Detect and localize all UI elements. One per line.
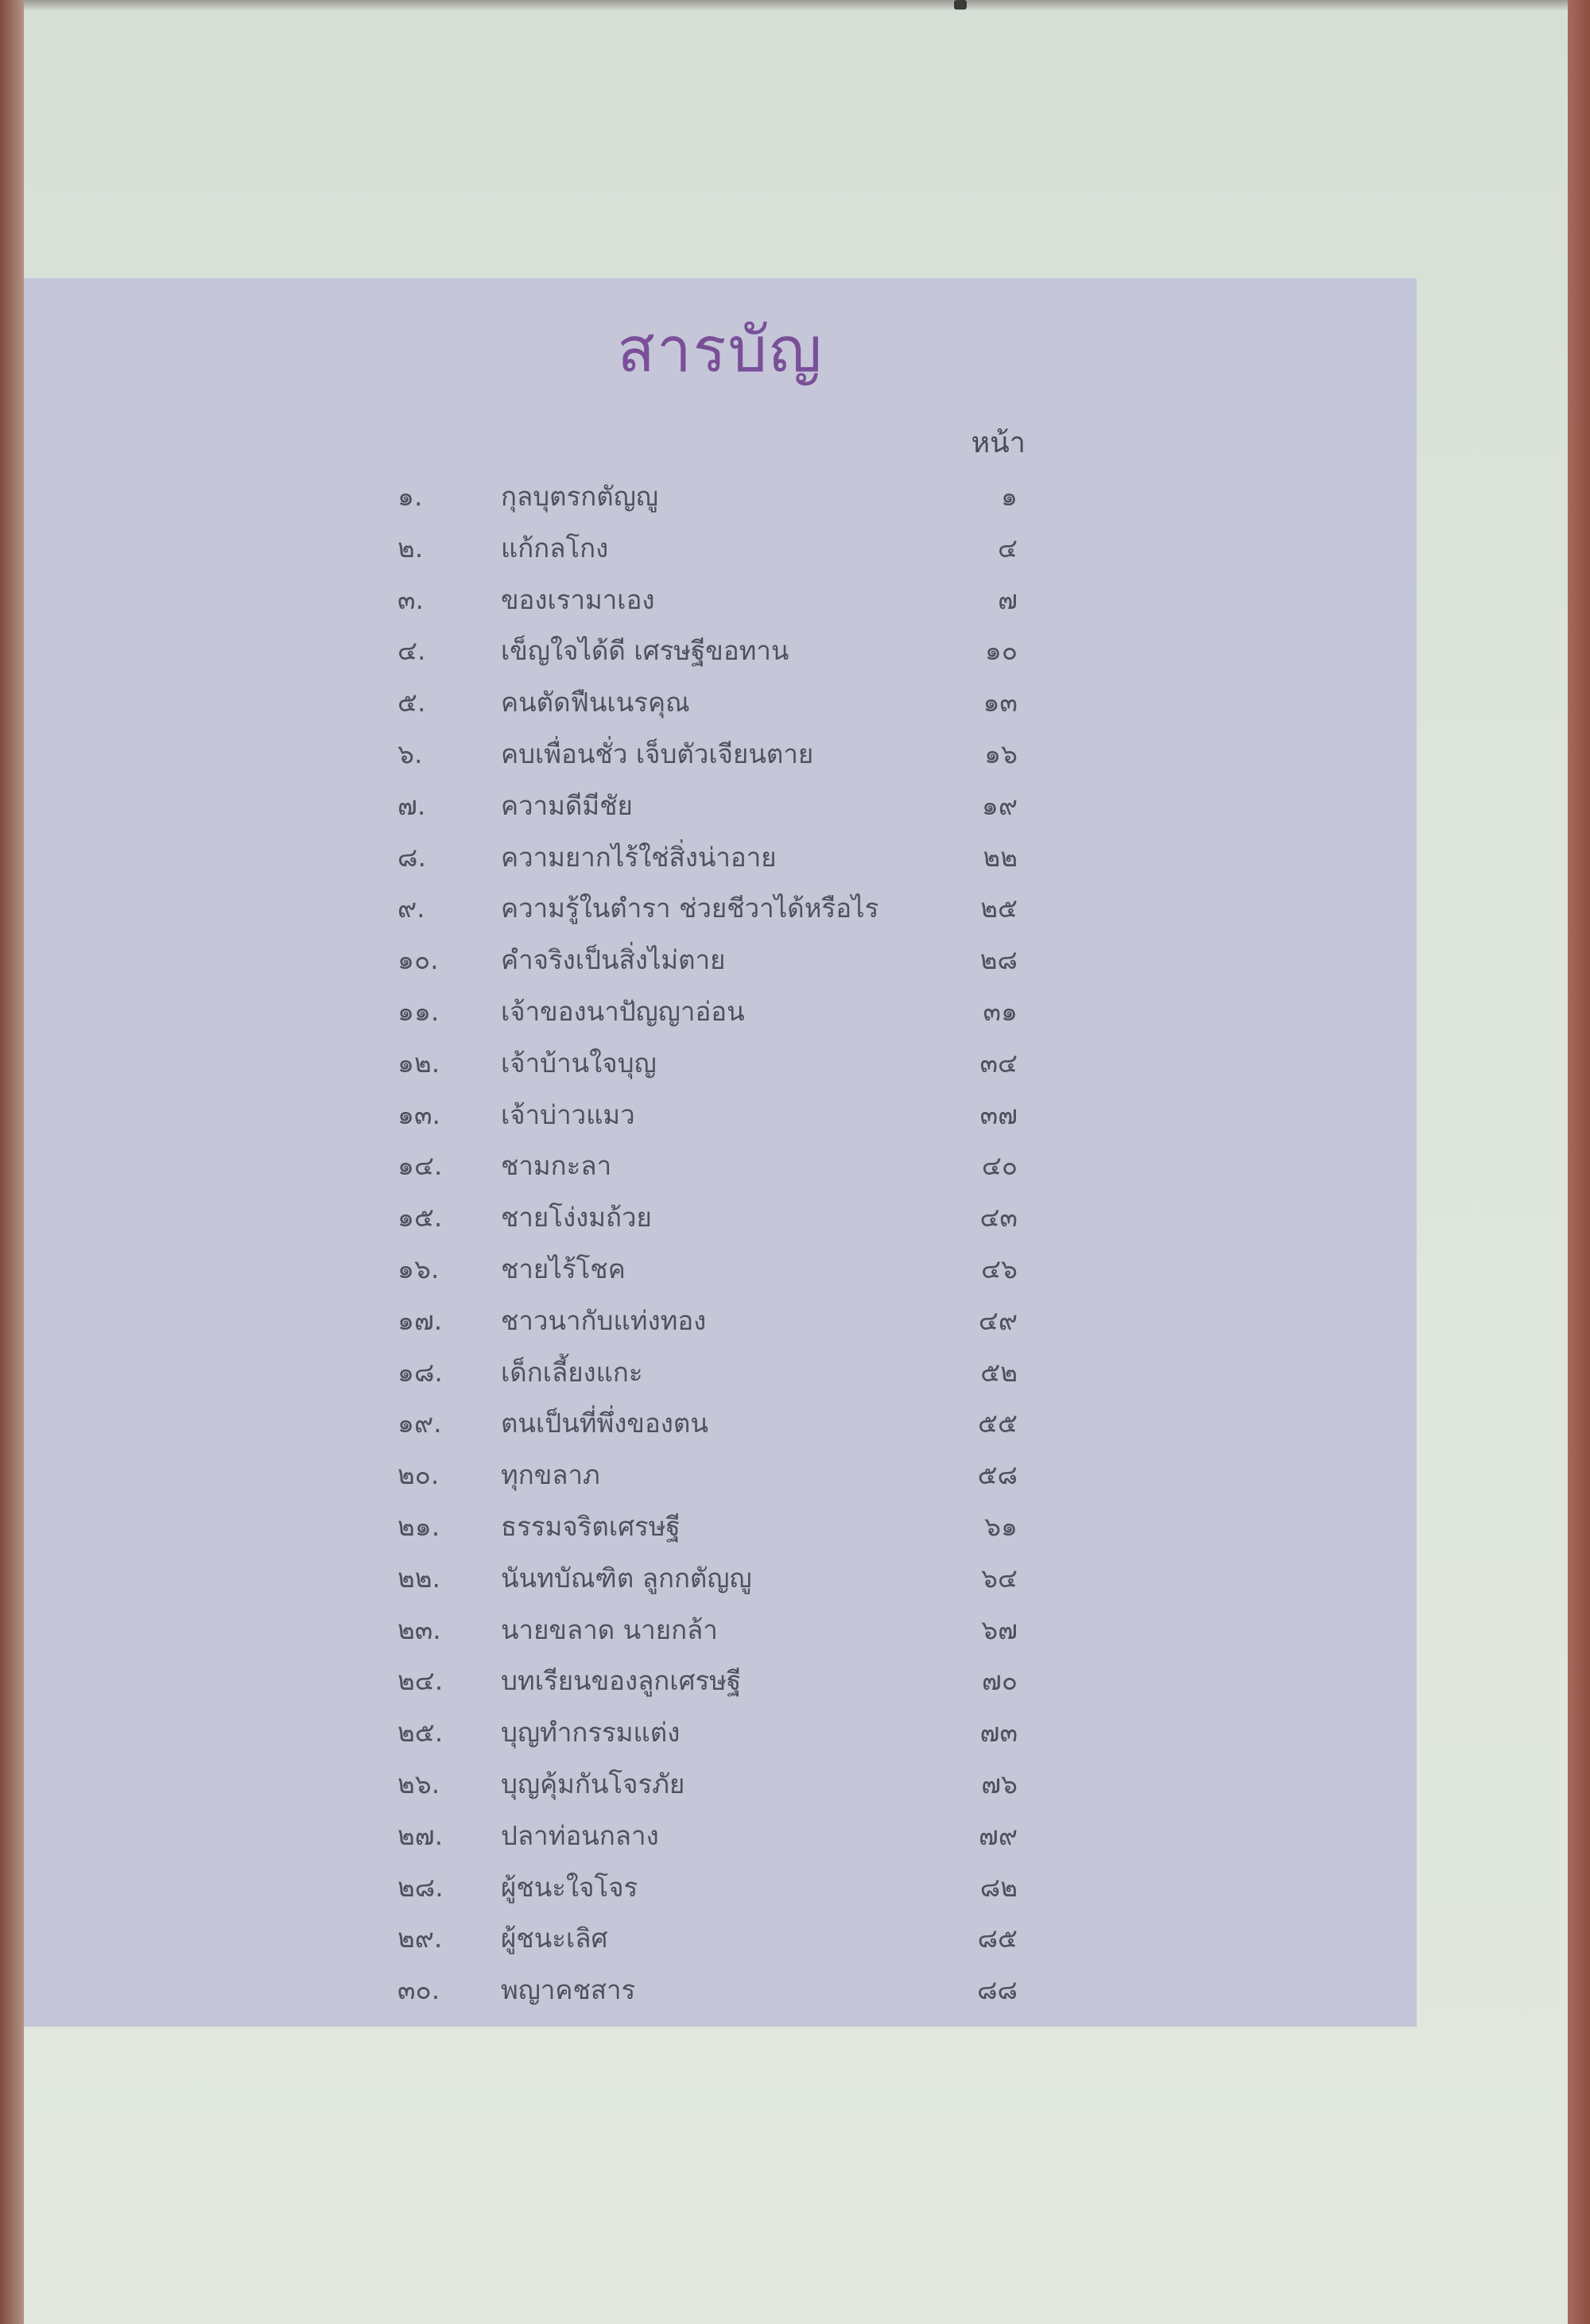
- contents-entry: [24, 1962, 1417, 2014]
- contents-entry: [24, 675, 1417, 726]
- contents-entry: [24, 1241, 1417, 1293]
- contents-entry: [24, 623, 1417, 675]
- entry-number: ๑๗.: [398, 1304, 443, 1336]
- entry-page-number: ๗๙: [979, 1819, 1018, 1851]
- entry-title: บุญทำกรรมแต่ง: [501, 1717, 681, 1749]
- entry-title: เจ้าบ่าวแมว: [501, 1098, 635, 1130]
- entry-title: กุลบุตรกตัญญู: [501, 481, 658, 512]
- contents-entry: [24, 984, 1417, 1036]
- entry-number: ๑๘.: [398, 1356, 443, 1388]
- contents-entry: [24, 726, 1417, 778]
- contents-entry: [24, 830, 1417, 881]
- entry-title: ความดีมีชัย: [501, 789, 633, 821]
- entry-title: ชายโง่งมถ้วย: [501, 1202, 652, 1234]
- entry-page-number: ๗๐: [982, 1665, 1018, 1697]
- entry-number: ๒๘.: [398, 1871, 444, 1903]
- entry-number: ๑๒.: [398, 1047, 440, 1079]
- entry-page-number: ๖๑: [984, 1510, 1018, 1542]
- contents-entry: [24, 1036, 1417, 1087]
- entry-number: ๓๐.: [398, 1974, 440, 2006]
- entry-number: ๙.: [398, 893, 425, 924]
- entry-page-number: ๑๙: [981, 789, 1018, 821]
- entry-number: ๒๑.: [398, 1510, 440, 1542]
- entry-title: ชายไร้โชค: [501, 1253, 626, 1284]
- entry-title: ตนเป็นที่พึ่งของตน: [501, 1408, 708, 1439]
- entry-title: นันทบัณฑิต ลูกกตัญญู: [501, 1562, 752, 1594]
- entry-title: ผู้ชนะใจโจร: [501, 1871, 638, 1903]
- entry-number: ๒๓.: [398, 1613, 441, 1645]
- contents-entry: [24, 1860, 1417, 1911]
- entry-page-number: ๘๘: [977, 1974, 1018, 2006]
- entry-number: ๑๖.: [398, 1253, 440, 1284]
- entry-title: บทเรียนของลูกเศรษฐี: [501, 1665, 742, 1697]
- entry-title: แก้กลโกง: [501, 532, 609, 564]
- entry-title: คำจริงเป็นสิ่งไม่ตาย: [501, 944, 726, 976]
- contents-entry: [24, 932, 1417, 984]
- entry-title: เข็ญใจได้ดี เศรษฐีขอทาน: [501, 635, 789, 667]
- entry-page-number: ๖๗: [981, 1613, 1018, 1645]
- contents-entry: [24, 778, 1417, 830]
- entry-number: ๒๒.: [398, 1562, 440, 1594]
- entry-number: ๑๓.: [398, 1098, 440, 1130]
- entry-title: เจ้าบ้านใจบุญ: [501, 1047, 657, 1079]
- entry-title: ความยากไร้ใช่สิ่งน่าอาย: [501, 841, 777, 873]
- entry-number: ๕.: [398, 687, 426, 719]
- entry-page-number: ๔๐: [981, 1150, 1018, 1182]
- entry-page-number: ๕๕: [978, 1408, 1018, 1439]
- entry-page-number: ๔: [998, 532, 1018, 564]
- book-cover-edge: [1568, 0, 1590, 2324]
- contents-entry: [24, 1808, 1417, 1860]
- entry-page-number: ๒๒: [983, 841, 1018, 873]
- entry-page-number: ๑: [1001, 481, 1018, 512]
- entry-title: ผู้ชนะเลิศ: [501, 1923, 608, 1954]
- page-column-header: หน้า: [971, 427, 1026, 459]
- contents-entry: [24, 469, 1417, 521]
- contents-entry: [24, 1911, 1417, 1962]
- entry-number: ๑๙.: [398, 1408, 442, 1439]
- contents-entry: [24, 1345, 1417, 1396]
- contents-entry: [24, 881, 1417, 932]
- contents-entry: [24, 1190, 1417, 1241]
- entry-number: ๒๕.: [398, 1717, 444, 1749]
- entry-page-number: ๑๐: [984, 635, 1018, 667]
- entry-page-number: ๕๘: [977, 1459, 1018, 1491]
- contents-entry: [24, 1293, 1417, 1345]
- entry-number: ๒๔.: [398, 1665, 444, 1697]
- contents-entry: [24, 1757, 1417, 1808]
- entry-number: ๑๕.: [398, 1202, 443, 1234]
- entry-title: คนตัดฟืนเนรคุณ: [501, 687, 690, 719]
- entry-page-number: ๔๙: [978, 1304, 1018, 1336]
- entry-page-number: ๘๕: [977, 1923, 1018, 1954]
- entry-number: ๑๑.: [398, 995, 440, 1027]
- entry-title: ชามกะลา: [501, 1150, 612, 1182]
- entry-page-number: ๓๗: [979, 1098, 1018, 1130]
- paper-speck: [954, 0, 967, 10]
- entry-page-number: ๒๘: [979, 944, 1018, 976]
- entry-number: ๒๙.: [398, 1923, 443, 1954]
- entry-title: ชาวนากับแท่งทอง: [501, 1304, 707, 1336]
- entry-title: ธรรมจริตเศรษฐี: [501, 1510, 681, 1542]
- contents-title: สารบัญ: [617, 315, 824, 386]
- entry-page-number: ๗๓: [979, 1717, 1018, 1749]
- contents-entry: [24, 1653, 1417, 1705]
- entry-page-number: ๘๒: [979, 1871, 1018, 1903]
- contents-entry: [24, 1602, 1417, 1654]
- entry-page-number: ๔๖: [981, 1253, 1018, 1284]
- entry-number: ๘.: [398, 841, 426, 873]
- entry-page-number: ๑๖: [984, 738, 1018, 769]
- contents-entry: [24, 1499, 1417, 1551]
- entry-page-number: ๗๖: [981, 1768, 1018, 1799]
- book-spine-edge: [0, 0, 25, 2324]
- contents-entry: [24, 572, 1417, 624]
- entry-title: เจ้าของนาปัญญาอ่อน: [501, 995, 745, 1027]
- entry-number: ๔.: [398, 635, 426, 667]
- entry-title: ปลาท่อนกลาง: [501, 1819, 659, 1851]
- entry-page-number: ๕๒: [980, 1356, 1018, 1388]
- entry-title: ของเรามาเอง: [501, 583, 655, 615]
- contents-entry: [24, 1138, 1417, 1190]
- entry-number: ๑๐.: [398, 944, 439, 976]
- entry-page-number: ๑๓: [983, 687, 1018, 719]
- entry-number: ๒๐.: [398, 1459, 440, 1491]
- entry-page-number: ๓๑: [983, 995, 1018, 1027]
- entry-number: ๒.: [398, 532, 424, 564]
- contents-entry: [24, 1447, 1417, 1499]
- contents-entry: [24, 1396, 1417, 1447]
- entry-number: ๗.: [398, 789, 426, 821]
- contents-entry: [24, 1087, 1417, 1139]
- entry-number: ๑.: [398, 481, 423, 512]
- entry-title: เด็กเลี้ยงแกะ: [501, 1356, 643, 1388]
- entry-title: คบเพื่อนชั่ว เจ็บตัวเจียนตาย: [501, 738, 814, 769]
- entry-title: นายขลาด นายกล้า: [501, 1613, 718, 1645]
- entry-title: ความรู้ในตำรา ช่วยชีวาได้หรือไร: [501, 893, 879, 924]
- entry-page-number: ๒๕: [980, 893, 1018, 924]
- entry-number: ๓.: [398, 583, 425, 615]
- entry-title: ทุกขลาภ: [501, 1459, 600, 1491]
- contents-entry: [24, 1551, 1417, 1602]
- contents-entry: [24, 521, 1417, 572]
- contents-list: [24, 469, 1417, 2014]
- entry-number: ๒๖.: [398, 1768, 440, 1799]
- entry-title: พญาคชสาร: [501, 1974, 636, 2006]
- entry-page-number: ๗: [998, 583, 1018, 615]
- entry-page-number: ๖๔: [981, 1562, 1018, 1594]
- entry-number: ๒๗.: [398, 1819, 444, 1851]
- entry-page-number: ๔๓: [979, 1202, 1018, 1234]
- contents-panel: [24, 278, 1417, 2027]
- entry-number: ๑๔.: [398, 1150, 443, 1182]
- entry-page-number: ๓๔: [979, 1047, 1018, 1079]
- previous-page-strip: [24, 0, 1574, 11]
- entry-title: บุญคุ้มกันโจรภัย: [501, 1768, 685, 1799]
- contents-entry: [24, 1705, 1417, 1757]
- entry-number: ๖.: [398, 738, 423, 769]
